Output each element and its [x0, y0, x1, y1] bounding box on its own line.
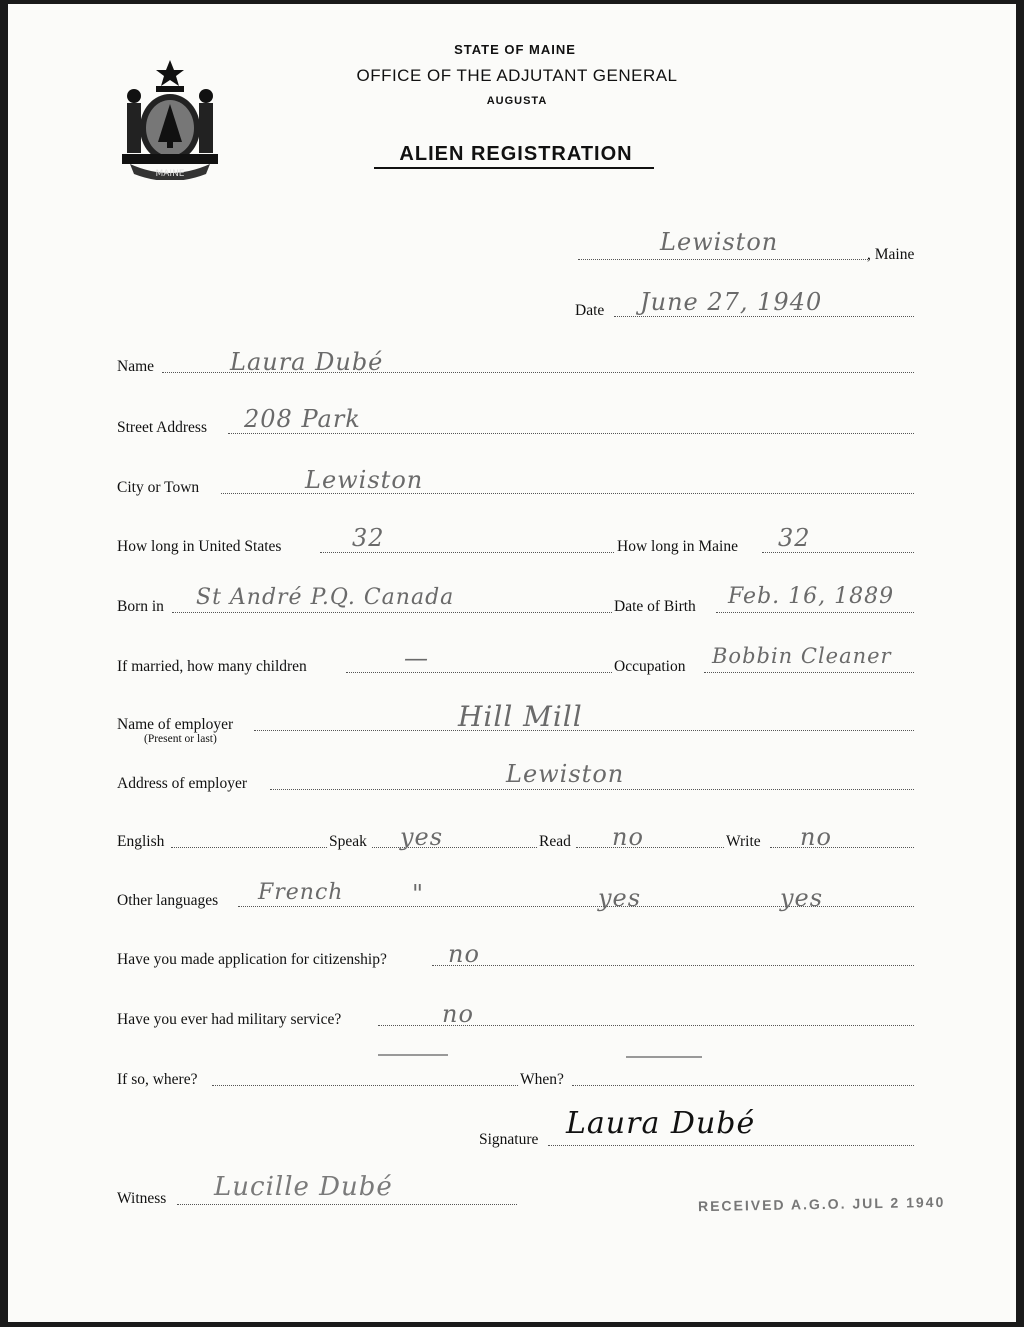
street-line: [228, 433, 914, 434]
title-underline: [374, 167, 654, 169]
form-title: ALIEN REGISTRATION: [399, 143, 633, 165]
how-long-maine-line: [762, 552, 914, 553]
military-label: Have you ever had military service?: [117, 1011, 342, 1028]
how-long-maine-value: 32: [778, 524, 811, 552]
where-label: If so, where?: [117, 1071, 198, 1088]
name-label: Name: [117, 358, 155, 375]
header-state: STATE OF MAINE: [454, 42, 576, 57]
employer-label: Name of employer: [117, 716, 234, 733]
witness-line: [177, 1204, 517, 1205]
children-label: If married, how many children: [117, 658, 307, 675]
where-line: [212, 1085, 518, 1086]
street-label: Street Address: [117, 419, 207, 436]
received-stamp: RECEIVED A.G.O. JUL 2 1940: [697, 1193, 946, 1215]
children-value: —: [404, 644, 429, 672]
write-line: [770, 847, 914, 848]
how-long-us-value: 32: [352, 524, 385, 552]
employer-value: Hill Mill: [458, 700, 583, 733]
signature-line: [548, 1145, 914, 1146]
city-value: Lewiston: [305, 466, 424, 494]
date-value: June 27, 1940: [640, 288, 823, 316]
date-of-birth-value: Feb. 16, 1889: [728, 584, 895, 609]
occupation-label: Occupation: [614, 658, 686, 675]
date-of-birth-label: Date of Birth: [614, 598, 696, 615]
citizenship-label: Have you made application for citizenship?: [117, 951, 387, 968]
other-write-value: yes: [780, 884, 824, 912]
occupation-value: Bobbin Cleaner: [712, 644, 892, 668]
svg-text:MAINE: MAINE: [155, 169, 185, 179]
born-in-line: [172, 612, 612, 613]
born-in-value: St André P.Q. Canada: [196, 585, 455, 610]
read-label: Read: [539, 833, 571, 850]
city-label: City or Town: [117, 479, 200, 496]
maine-label: , Maine: [867, 246, 915, 263]
employer-line: [254, 730, 914, 731]
english-read-value: no: [612, 823, 644, 851]
english-line: [171, 847, 327, 848]
header-city: AUGUSTA: [486, 95, 548, 107]
street-value: 208 Park: [244, 405, 361, 433]
speak-label: Speak: [329, 833, 367, 850]
name-value: Laura Dubé: [230, 348, 384, 376]
when-line: [572, 1085, 914, 1086]
other-speak-value: ": [412, 880, 425, 908]
header-office: OFFICE OF THE ADJUTANT GENERAL: [356, 66, 678, 85]
citizenship-value: no: [448, 940, 480, 968]
when-label: When?: [520, 1071, 564, 1088]
how-long-maine-label: How long in Maine: [617, 538, 738, 555]
born-in-label: Born in: [117, 598, 164, 615]
how-long-us-line: [320, 552, 614, 553]
town-line: [578, 259, 868, 260]
employer-sublabel: (Present or last): [144, 733, 217, 745]
state-seal-icon: [116, 58, 224, 180]
english-write-value: no: [800, 823, 832, 851]
witness-label: Witness: [117, 1190, 167, 1207]
date-of-birth-line: [716, 612, 914, 613]
signature-label: Signature: [479, 1131, 539, 1148]
english-speak-value: yes: [400, 823, 444, 851]
employer-address-value: Lewiston: [506, 760, 625, 788]
date-label: Date: [575, 302, 605, 319]
children-line: [346, 672, 612, 673]
write-label: Write: [726, 833, 761, 850]
occupation-line: [704, 672, 914, 673]
read-line: [576, 847, 724, 848]
military-value: no: [442, 1000, 474, 1028]
employer-address-line: [270, 789, 914, 790]
other-languages-label: Other languages: [117, 892, 219, 909]
employer-address-label: Address of employer: [117, 775, 247, 792]
town-value: Lewiston: [660, 228, 779, 256]
date-line: [614, 316, 914, 317]
how-long-us-label: How long in United States: [117, 538, 282, 555]
signature-value: Laura Dubé: [566, 1106, 756, 1141]
other-read-value: yes: [598, 884, 642, 912]
citizenship-line: [432, 965, 914, 966]
speak-line: [372, 847, 537, 848]
english-label: English: [117, 833, 165, 850]
pen-stroke: [626, 1056, 702, 1058]
other-language-value: French: [258, 880, 344, 905]
witness-value: Lucille Dubé: [214, 1172, 393, 1202]
pen-stroke: [378, 1054, 448, 1056]
